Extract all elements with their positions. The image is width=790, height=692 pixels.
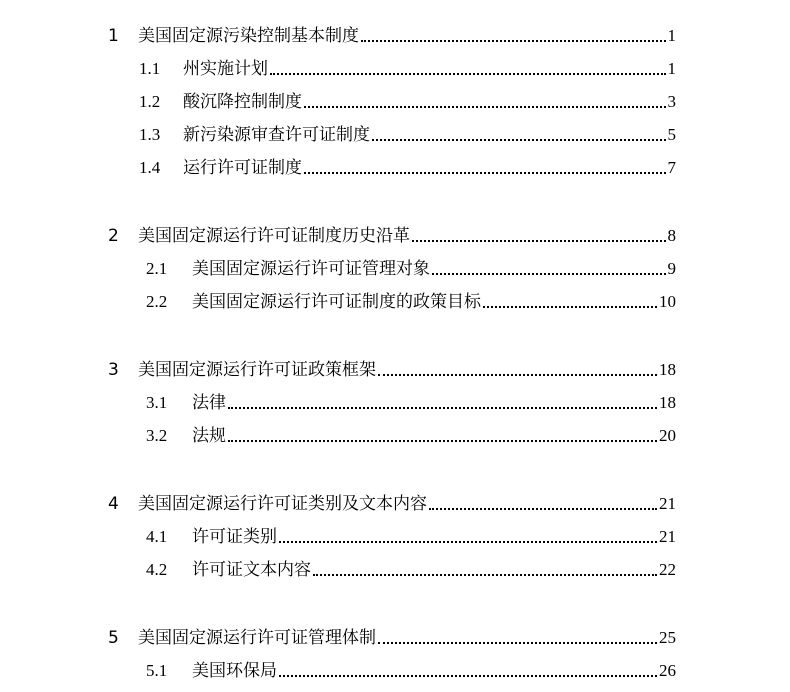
toc-dot-leader (412, 240, 666, 242)
toc-entry-page: 18 (659, 360, 676, 379)
toc-entry-title: 美国固定源运行许可证政策框架 (138, 360, 376, 380)
toc-entry-section-1-2[interactable] (139, 90, 676, 114)
toc-entry-page: 21 (659, 527, 676, 546)
toc-entry-page: 8 (667, 226, 676, 245)
toc-entry-title: 美国固定源运行许可证制度的政策目标 (192, 292, 481, 312)
toc-entry-number: 3 (108, 360, 119, 380)
toc-entry-title: 美国固定源运行许可证管理体制 (138, 628, 376, 648)
toc-dot-leader (372, 139, 666, 141)
toc-entry-number: 5 (108, 628, 119, 648)
toc-dot-leader (304, 106, 666, 108)
toc-dot-leader (429, 508, 657, 510)
toc-entry-section-5-1[interactable] (146, 659, 676, 683)
toc-entry-title: 新污染源审查许可证制度 (183, 125, 370, 145)
toc-dot-leader (228, 440, 657, 442)
toc-entry-section-3-1[interactable] (146, 391, 676, 415)
toc-entry-page: 7 (667, 158, 676, 177)
toc-entry-number: 1.2 (139, 92, 161, 111)
toc-entry-title: 许可证类别 (192, 527, 277, 547)
toc-entry-title: 州实施计划 (183, 59, 268, 79)
toc-entry-title: 许可证文本内容 (192, 560, 311, 580)
toc-entry-section-4-2[interactable] (146, 558, 676, 582)
toc-entry-number: 2.2 (146, 292, 168, 311)
toc-entry-number: 1 (108, 26, 119, 46)
toc-dot-leader (279, 541, 657, 543)
toc-entry-title: 美国固定源运行许可证管理对象 (192, 259, 430, 279)
toc-dot-leader (361, 40, 666, 42)
toc-entry-chapter-1[interactable] (108, 24, 676, 48)
toc-entry-page: 1 (667, 59, 676, 78)
toc-entry-page: 5 (667, 125, 676, 144)
toc-entry-title: 美国固定源污染控制基本制度 (138, 26, 359, 46)
toc-dot-leader (304, 172, 666, 174)
toc-dot-leader (378, 642, 657, 644)
toc-entry-title: 法规 (192, 426, 226, 446)
toc-entry-title: 运行许可证制度 (183, 158, 302, 178)
toc-entry-section-2-2[interactable] (146, 290, 676, 314)
toc-entry-number: 1.1 (139, 59, 161, 78)
toc-entry-page: 21 (659, 494, 676, 513)
toc-entry-page: 3 (667, 92, 676, 111)
toc-entry-chapter-4[interactable] (108, 492, 676, 516)
toc-entry-section-2-1[interactable] (146, 257, 676, 281)
toc-entry-page: 9 (667, 259, 676, 278)
toc-entry-number: 1.3 (139, 125, 161, 144)
toc-entry-page: 20 (659, 426, 676, 445)
toc-entry-page: 1 (667, 26, 676, 45)
toc-dot-leader (313, 574, 657, 576)
toc-entry-number: 4 (108, 494, 119, 514)
toc-entry-page: 26 (659, 661, 676, 680)
toc-entry-title: 美国环保局 (192, 661, 277, 681)
toc-entry-chapter-3[interactable] (108, 358, 676, 382)
toc-entry-title: 酸沉降控制制度 (183, 92, 302, 112)
toc-entry-chapter-2[interactable] (108, 224, 676, 248)
toc-dot-leader (228, 407, 657, 409)
toc-entry-number: 3.1 (146, 393, 168, 412)
toc-entry-number: 4.1 (146, 527, 168, 546)
toc-entry-section-1-3[interactable] (139, 123, 676, 147)
toc-dot-leader (378, 374, 657, 376)
toc-entry-chapter-5[interactable] (108, 626, 676, 650)
toc-dot-leader (483, 306, 657, 308)
toc-entry-number: 4.2 (146, 560, 168, 579)
toc-entry-section-3-2[interactable] (146, 424, 676, 448)
toc-entry-number: 1.4 (139, 158, 161, 177)
toc-entry-number: 5.1 (146, 661, 168, 680)
toc-entry-page: 18 (659, 393, 676, 412)
toc-entry-title: 美国固定源运行许可证类别及文本内容 (138, 494, 427, 514)
toc-entry-section-1-4[interactable] (139, 156, 676, 180)
toc-entry-title: 法律 (192, 393, 226, 413)
toc-entry-section-1-1[interactable] (139, 57, 676, 81)
toc-entry-section-4-1[interactable] (146, 525, 676, 549)
toc-entry-page: 22 (659, 560, 676, 579)
toc-entry-number: 2.1 (146, 259, 168, 278)
toc-entry-page: 10 (659, 292, 676, 311)
toc-dot-leader (432, 273, 666, 275)
toc-entry-number: 3.2 (146, 426, 168, 445)
toc-entry-number: 2 (108, 226, 119, 246)
toc-entry-page: 25 (659, 628, 676, 647)
toc-dot-leader (270, 73, 666, 75)
toc-entry-title: 美国固定源运行许可证制度历史沿革 (138, 226, 410, 246)
toc-dot-leader (279, 675, 657, 677)
